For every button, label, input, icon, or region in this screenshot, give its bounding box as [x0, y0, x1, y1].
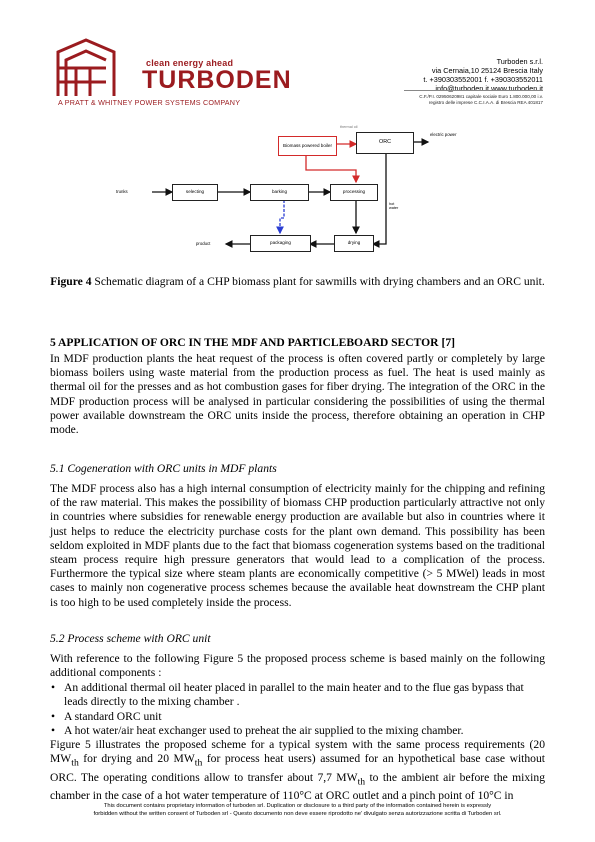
- label-trunks: trunks: [116, 189, 128, 194]
- list-item: [50, 681, 545, 709]
- legal-block: [419, 94, 543, 106]
- logo-subtitle: A PRATT & WHITNEY POWER SYSTEMS COMPANY: [58, 98, 241, 107]
- page-footer: [40, 802, 555, 818]
- closing-text-4: to the ambient air before the mixing chamber in the case of a hot water temperature of 110°C at ORC outlet and a pinch point of 10°C in: [50, 770, 545, 803]
- subscript-th: th: [357, 776, 366, 788]
- label-electric-power: electric power: [430, 132, 457, 137]
- box-packaging: packaging: [250, 235, 311, 252]
- box-processing: processing: [330, 184, 378, 201]
- contact-phone: t. +390303552001 f. +390303552011: [423, 75, 543, 84]
- closing-text-2: for drying and 20 MW: [78, 752, 195, 766]
- label-product: product: [196, 241, 211, 246]
- closing-text-1: Figure 5 illustrates the proposed scheme for a typical system with the same process requirements (20 MW: [50, 738, 545, 766]
- list-item: [50, 710, 545, 724]
- label-hot-water: hot water: [389, 202, 399, 210]
- list-item-text: A standard ORC unit: [64, 710, 162, 723]
- section-5-paragraph: In MDF production plants the heat request of the process is often covered partly or completely by large biomass boilers using waste material from the production process as fuel. The heat is used mainly as thermal oil for the presses and as hot combustion gases for fiber drying. The integration of the ORC in the MDF production process will be analysed in particular considering the possibilities of using the thermal power available downstream the ORC units inside the process, therefore obtaining an operation in CHP mode.: [50, 352, 545, 437]
- label-thermal-oil: thermal oil: [340, 125, 358, 129]
- header-divider: [404, 90, 543, 91]
- section-5-2-closing-paragraph: [50, 738, 545, 803]
- section-heading-5: 5 APPLICATION OF ORC IN THE MDF AND PARTICLEBOARD SECTOR [7]: [50, 336, 455, 349]
- contact-block: [423, 57, 543, 93]
- turboden-logo-mark-icon: [52, 38, 138, 98]
- legal-fiscal: C.F./P.I. 02950620981 capitale sociale Euro 1.800.000,00 i.v.: [419, 94, 543, 99]
- figure-label: Figure 4: [50, 275, 92, 288]
- box-selecting: selecting: [172, 184, 218, 201]
- figure-caption: [50, 275, 545, 289]
- bullet-icon: •: [51, 724, 56, 737]
- box-biomass-boiler: Biomass powered boiler: [278, 136, 337, 156]
- logo-company-name: TURBODEN: [142, 66, 292, 94]
- contact-web: info@turboden.it www.turboden.it: [435, 84, 543, 93]
- logo-tagline: clean energy ahead: [146, 58, 234, 68]
- section-5-1-paragraph: The MDF process also has a high internal consumption of electricity mainly for the chipping and refining of the raw material. This makes the possibility of biomass CHP production particularly attractive not only in countries where subsidies for renewable energy production are available but also in countries where it just helps to reduce the electricity purchase costs for the plant own demand. This possibility has been seldom exploited in MDF plants due to the fact that biomass cogeneration systems based on the traditional steam process require high pressure generators that would lead to a complication of the process. Furthermore the typical size where steam plants are economically competitive (> 5 MWel) leads in most cases to mainly non cogenerative process schemes because the available heat downstream the CHP plant is too high to be used completely inside the process.: [50, 482, 545, 609]
- list-item: [50, 724, 545, 738]
- bullet-icon: •: [51, 710, 56, 723]
- legal-registry: registro delle imprese C.C.I.A.A. di Brescia REA 401817: [428, 100, 543, 105]
- subscript-th: th: [194, 757, 203, 769]
- box-barking: barking: [250, 184, 309, 201]
- section-5-2-intro: With reference to the following Figure 5 the proposed process scheme is based mainly on the following additional components :: [50, 652, 545, 680]
- figure-caption-text: Schematic diagram of a CHP biomass plant for sawmills with drying chambers and an ORC unit.: [91, 275, 545, 288]
- subscript-th: th: [71, 757, 79, 769]
- list-item-text: An additional thermal oil heater placed in parallel to the main heater and to the flue gas bypass that leads directly to the mixing chamber .: [64, 681, 524, 709]
- chp-schematic-diagram: [110, 120, 490, 260]
- section-heading-5-2: 5.2 Process scheme with ORC unit: [50, 632, 211, 645]
- closing-text-3: for process heat users) assumed for an hypothetical base case without ORC. The operating conditions allow to transfer about 7,7 MW: [50, 752, 546, 784]
- list-item-text: A hot water/air heat exchanger used to preheat the air supplied to the mixing chamber.: [64, 724, 464, 737]
- footer-line-1: This document contains proprietary information of turboden srl. Duplication or disclosure to a third party of the information contained herein is expressly: [103, 803, 492, 809]
- contact-address: via Cernaia,10 25124 Brescia Italy: [431, 66, 543, 75]
- box-drying: drying: [334, 235, 374, 252]
- bullet-icon: •: [51, 681, 56, 694]
- contact-company: Turboden s.r.l.: [496, 57, 543, 66]
- box-orc: ORC: [356, 132, 414, 154]
- company-logo: [52, 38, 292, 108]
- section-heading-5-1: 5.1 Cogeneration with ORC units in MDF plants: [50, 462, 277, 475]
- footer-line-2: forbidden without the written consent of Turboden srl - Questo documento non deve essere riprodotto ne' divulgato senza autorizzazione scritta di Turboden srl.: [93, 811, 502, 817]
